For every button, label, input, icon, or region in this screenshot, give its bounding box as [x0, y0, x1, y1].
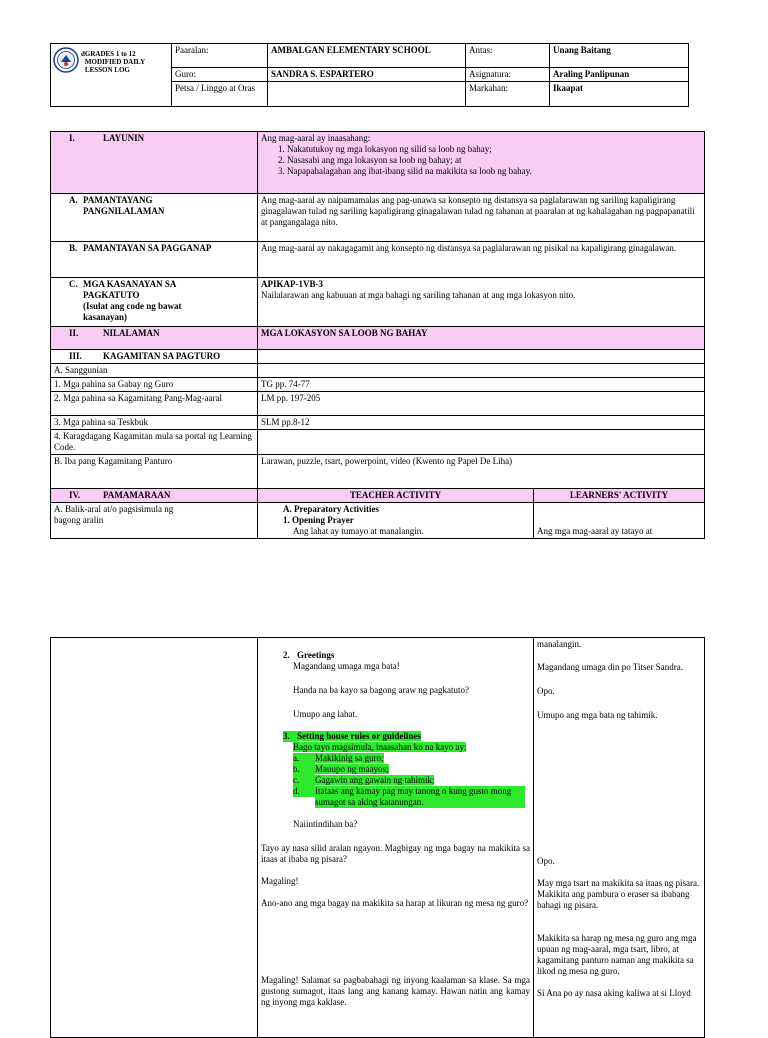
subject-label: Asignatura:	[466, 68, 550, 82]
list-item: 1. Nakatutukoy ng mga lokasyon ng silid sa loob ng bahay;	[287, 144, 701, 155]
greetings-title: 2. Greetings	[283, 650, 335, 660]
header-title: dGRADES 1 to 12 MODIFIED DAILY LESSON LOG	[81, 49, 145, 74]
balik-aral-label: A. Balik-aral at/o pagsisimula ng bagong aralin	[51, 503, 258, 539]
pamantayan-pagganap-text: Ang mag-aaral ay nakagagamit ang konsepto ng distansya sa paglalarawan ng pisikal na kapaligirang ginagalawan.	[258, 242, 705, 278]
opening-learner: Ang mga mag-aaral ay tatayo at	[534, 503, 705, 539]
kasanayan-row	[51, 278, 705, 327]
layunin-row	[51, 132, 705, 194]
teacher-activity-header: TEACHER ACTIVITY	[258, 489, 534, 503]
quarter-value: Ikaapat	[550, 82, 689, 107]
balik-aral-row	[51, 503, 705, 539]
pamantayan-pagganap-row	[51, 242, 705, 278]
nilalaman-label: II. NILALAMAN	[51, 327, 258, 350]
date-value	[268, 82, 466, 107]
list-item: b. Mauupo ng maayos;	[293, 764, 389, 774]
kasanayan-content	[258, 278, 705, 327]
kagamitan-label: III. KAGAMITAN SA PAGTURO	[51, 350, 258, 364]
table-row: 2. Mga pahina sa Kagamitang Pang-Mag-aaral LM pp. 197-205	[51, 392, 705, 416]
lesson-table	[50, 131, 705, 539]
kasanayan-label: C. MGA KASANAYAN SA PAGKATUTO (Isulat ang code ng bawat kasanayan)	[51, 278, 258, 327]
subject-value: Araling Panlipunan	[550, 68, 689, 82]
house-rules: 3. Setting house rules or guidelines Bago tayo magsimula, inaasahan ko na kayo ay: a. Makikinig sa guro; b. Mauupo ng maayos; c. Gagawin ang gawain ng tahimik; d. Itataas ang kamay pag may tanong o kung gusto mong sumagot sa aking katanungan.	[261, 731, 530, 808]
pamamaraan-label: IV. PAMAMARAAN	[51, 489, 258, 503]
pamantayang-pangnilalaman-label: A. PAMANTAYANG PANGNILALAMAN	[51, 194, 258, 242]
table-row: B. Iba pang Kagamitang Panturo Larawan, puzzle, tsart, powerpoint, video (Kwento ng Papel De Liha)	[51, 455, 705, 489]
continuation-row	[51, 638, 705, 1038]
nilalaman-text: MGA LOKASYON SA LOOB NG BAHAY	[258, 327, 705, 350]
header-table	[50, 43, 689, 107]
date-label: Petsa / Linggo at Oras	[172, 82, 268, 107]
kasanayan-code: APIKAP-1VB-3	[261, 279, 323, 289]
kasanayan-sub-label: (Isulat ang code ng bawat kasanayan)	[83, 301, 182, 322]
teacher-label: Guro:	[172, 68, 268, 82]
teacher-activity-cont: 2. Greetings Magandang umaga mga bata! Handa na ba kayo sa bagong araw ng pagkatuto? Umupo ang lahat. 3. Setting house rules or guidelines Bago tayo magsimula, inaasahan ko na kayo ay: a. Makikinig sa guro; b. Mauupo ng maayos; c. Gagawin ang gawain ng tahimik; d. Itataas ang kamay pag may tanong o kung gusto mong sumagot sa aking katanungan. Naiintindihan ba? Tayo ay nasa silid aralan ngayon. Magbigay ng mga bagay na makikita sa itaas at ibaba ng pisara? Magaling! Ano-ano ang mga bagay na makikita sa harap at likuran ng mesa ng guro? Magaling! Salamat sa pagbabahagi ng inyong kaalaman sa klase. Sa mga gustong sumagot, itaas lang ang kanang kamay. Hawan natin ang kamay ng inyong mga kaklase.	[258, 638, 534, 1038]
school-value: AMBALGAN ELEMENTARY SCHOOL	[268, 44, 466, 68]
list-item: 3. Napapahalagahan ang ibat-ibang silid na makikita sa loob ng bahay.	[287, 166, 701, 177]
pamantayan-pagganap-label: B. PAMANTAYAN SA PAGGANAP	[51, 242, 258, 278]
learners-activity-header: LEARNERS' ACTIVITY	[534, 489, 705, 503]
pamamaraan-row	[51, 489, 705, 503]
school-label: Paaralan:	[172, 44, 268, 68]
teacher-value: SANDRA S. ESPARTERO	[268, 68, 466, 82]
list-item: a. Makikinig sa guro;	[293, 753, 384, 763]
deped-logo-cell	[51, 44, 172, 107]
pamantayang-pangnilalaman-text: Ang mag-aaral ay naipamamalas ang pag-unawa sa konsepto ng distansya sa paglalarawan ng sariling kapaligirang ginagalawan tulad ng sariling kapaligirang ginagalawan tulad ng tahanan at paaralan at ng kahalagahan ng pagpapanatili at pangangalaga nito.	[258, 194, 705, 242]
kasanayan-text: Nailalarawan ang kabuuan at mga bahagi ng sariling tahanan at ang mga lokasyon nito.	[261, 290, 576, 300]
lesson-table-continued	[50, 637, 705, 1038]
kagamitan-row	[51, 350, 705, 364]
deped-seal-icon	[53, 47, 79, 76]
list-item: d. Itataas ang kamay pag may tanong o kung gusto mong sumagot sa aking katanungan.	[283, 786, 530, 808]
list-item: 2. Nasasabi ang mga lokasyon sa loob ng bahay; at	[287, 155, 701, 166]
table-row: 4. Karagdagang Kagamitan mula sa portal ng Learning Code.	[51, 430, 705, 455]
layunin-list	[261, 144, 701, 177]
layunin-intro: Ang mag-aaral ay inaasahang:	[261, 133, 371, 143]
pamantayang-pangnilalaman-row	[51, 194, 705, 242]
layunin-content	[258, 132, 705, 194]
list-item: c. Gagawin ang gawain ng tahimik;	[293, 775, 435, 785]
table-row: 1. Mga pahina sa Gabay ng Guro TG pp. 74-77	[51, 378, 705, 392]
learner-activity-cont: manalangin. Magandang umaga din po Titser Sandra. Opo. Umupo ang mga bata ng tahimik. Opo. May mga tsart na makikita sa itaas ng pisara. Makikita ang pambura o eraser sa ibabang bahagi ng pisara. Makikita sa harap ng mesa ng guro ang mga upuan ng mag-aaral, mga tsart, libro, at kagamitang panturo naman ang makikita sa likod ng mesa ng guro. Si Ana po ay nasa aking kaliwa at si Lloyd	[534, 638, 705, 1038]
table-row: 3. Mga pahina sa Teskbuk SLM pp.8-12	[51, 416, 705, 430]
grade-label: Antas:	[466, 44, 550, 68]
layunin-label: I. LAYUNIN	[51, 132, 258, 194]
nilalaman-row	[51, 327, 705, 350]
table-row: A. Sanggunian	[51, 364, 705, 378]
opening-teacher: A. Preparatory Activities 1. Opening Prayer Ang lahat ay tumayo at manalangin.	[258, 503, 534, 539]
quarter-label: Markahan:	[466, 82, 550, 107]
grade-value: Unang Baitang	[550, 44, 689, 68]
